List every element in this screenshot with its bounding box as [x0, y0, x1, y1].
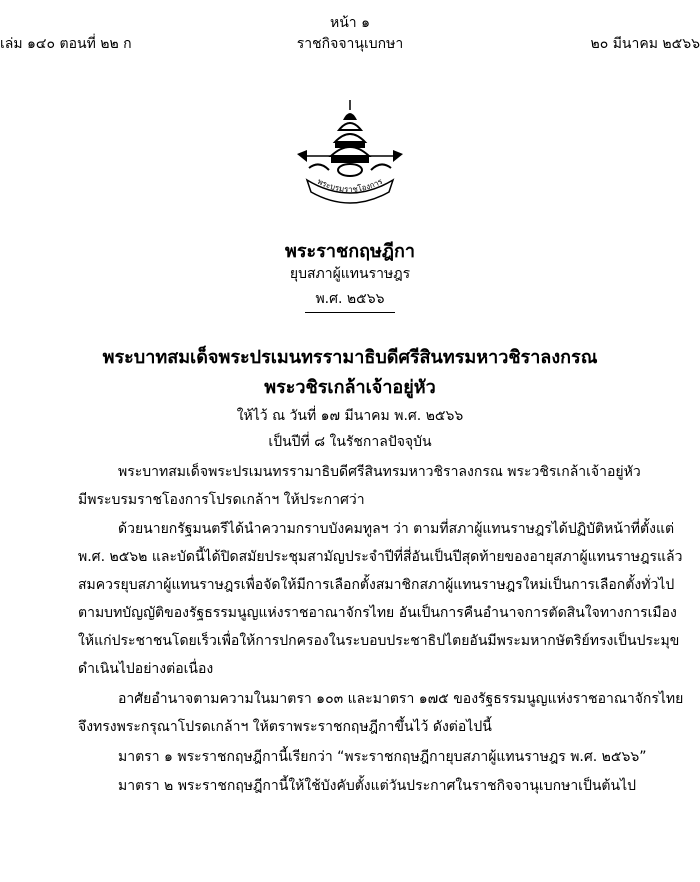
- royal-garuda-emblem-icon: [285, 98, 415, 210]
- svg-text:พระบรมราชโองการ: [316, 177, 385, 195]
- volume-info: เล่ม ๑๔๐ ตอนที่ ๒๒ ก: [0, 36, 132, 52]
- paragraph-line: ให้แก่ประชาชนโดยเร็วเพื่อให้การปกครองในระบอบประชาธิปไตยอันมีพระมหากษัตริย์ทรงเป็นประมุข: [78, 633, 680, 649]
- section-1: [78, 743, 647, 771]
- paragraph-line: พระบาทสมเด็จพระปรเมนทรรามาธิบดีศรีสินทรมหาวชิราลงกรณ พระวชิรเกล้าเจ้าอยู่หัว: [118, 464, 641, 480]
- decree-year: พ.ศ. ๒๕๖๖: [315, 291, 385, 307]
- paragraph-line: พ.ศ. ๒๕๖๒ และบัดนี้ได้ปิดสมัยประชุมสามัญประจำปีที่สี่อันเป็นปีสุดท้ายของอายุสภาผู้แทนราษฎรแล้ว: [78, 549, 683, 565]
- paragraph-line: ด้วยนายกรัฐมนตรีได้นำความกราบบังคมทูลฯ ว่า ตามที่สภาผู้แทนราษฎรได้ปฏิบัติหน้าที่ตั้งแต่: [118, 521, 675, 537]
- king-name-line2: พระวชิรเกล้าเจ้าอยู่หัว: [264, 377, 436, 398]
- section-line: มาตรา ๑ พระราชกฤษฎีกานี้เรียกว่า “พระราชกฤษฎีกายุบสภาผู้แทนราษฎร พ.ศ. ๒๕๖๖”: [118, 749, 647, 765]
- paragraph-reason: [78, 515, 683, 683]
- paragraph-line: อาศัยอำนาจตามความในมาตรา ๑๐๓ และมาตรา ๑๗๕ ของรัฐธรรมนูญแห่งราชอาณาจักรไทย: [118, 691, 684, 707]
- decree-subtitle: ยุบสภาผู้แทนราษฎร: [289, 266, 411, 282]
- paragraph-line: ดำเนินไปอย่างต่อเนื่อง: [78, 661, 214, 677]
- publication-date: ๒๐ มีนาคม ๒๕๖๖: [590, 36, 700, 52]
- section-2: [78, 772, 637, 800]
- decree-title: พระราชกฤษฎีกา: [285, 241, 415, 262]
- paragraph-line: มีพระบรมราชโองการโปรดเกล้าฯ ให้ประกาศว่า: [78, 492, 365, 508]
- paragraph-line: จึงทรงพระกรุณาโปรดเกล้าฯ ให้ตราพระราชกฤษฎีกาขึ้นไว้ ดังต่อไปนี้: [78, 719, 492, 735]
- emblem-ribbon-text: พระบรมราชโองการ: [315, 176, 385, 195]
- reign-year: เป็นปีที่ ๘ ในรัชกาลปัจจุบัน: [268, 434, 432, 450]
- paragraph-authority: [78, 685, 684, 741]
- title-divider: [305, 312, 395, 313]
- gazette-header: [0, 35, 700, 55]
- paragraph-proclamation: [78, 458, 641, 514]
- king-name-line1: พระบาทสมเด็จพระปรเมนทรรามาธิบดีศรีสินทรมหาวชิราลงกรณ: [102, 347, 598, 368]
- given-date: ให้ไว้ ณ วันที่ ๑๗ มีนาคม พ.ศ. ๒๕๖๖: [236, 408, 464, 424]
- paragraph-line: สมควรยุบสภาผู้แทนราษฎรเพื่อจัดให้มีการเลือกตั้งสมาชิกสภาผู้แทนราษฎรใหม่เป็นการเลือกตั้งทั่วไป: [78, 577, 675, 593]
- page-number: หน้า ๑: [330, 15, 370, 31]
- paragraph-line: ตามบทบัญญัติของรัฐธรรมนูญแห่งราชอาณาจักรไทย อันเป็นการคืนอำนาจการตัดสินใจทางการเมือง: [78, 605, 677, 621]
- publication-name: ราชกิจจานุเบกษา: [296, 36, 404, 52]
- section-line: มาตรา ๒ พระราชกฤษฎีกานี้ให้ใช้บังคับตั้งแต่วันประกาศในราชกิจจานุเบกษาเป็นต้นไป: [118, 778, 637, 794]
